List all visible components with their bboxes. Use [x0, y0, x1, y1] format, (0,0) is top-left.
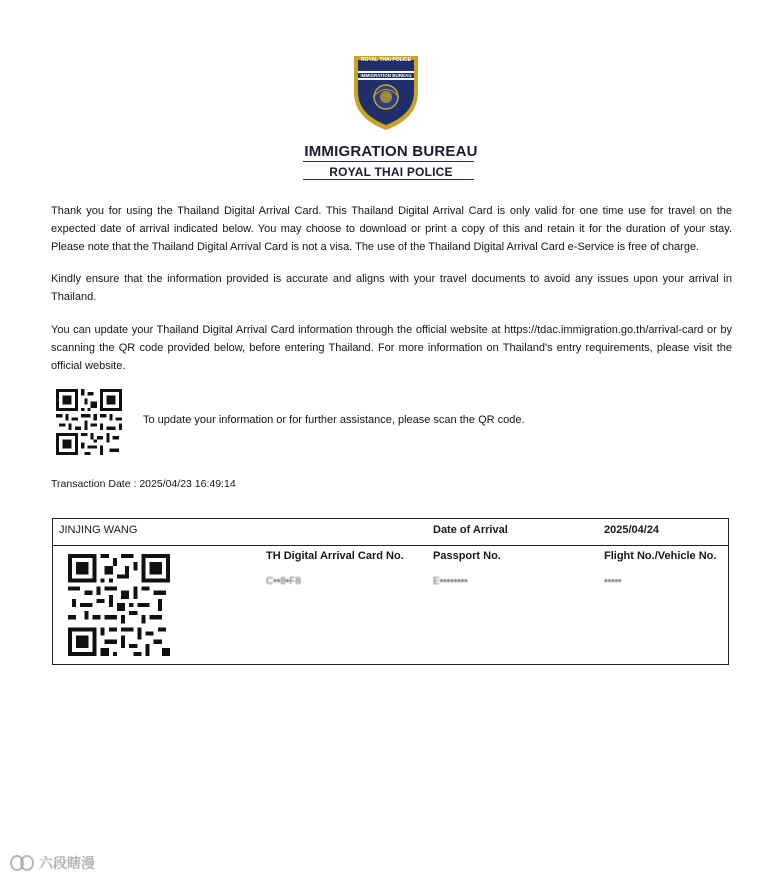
emblem-label-band: IMMIGRATION BUREAU	[360, 73, 412, 78]
arrival-card-qr-code-icon	[68, 554, 170, 656]
qr-instruction: To update your information or for further assistance, please scan the QR code.	[143, 414, 525, 426]
agency-title: IMMIGRATION BUREAU	[304, 143, 478, 160]
tdac-number-value: C••8•F8	[266, 576, 301, 587]
royal-thai-police-emblem-icon	[351, 52, 421, 132]
date-of-arrival-value: 2025/04/24	[604, 524, 660, 536]
traveler-name: JINJING WANG	[59, 524, 138, 536]
agency-divider-bottom	[303, 179, 474, 180]
intro-paragraph: Thank you for using the Thailand Digital Arrival Card. This Thailand Digital Arrival Card is only valid for one time use for travel on the expected date of arrival indicated below. You may choose to download or print a copy of this and retain it for the duration of your stay. Please note that the Thailand Digital Arrival Card is not a visa. The use of the Thailand Digital Arrival Card e-Service is free of charge.	[51, 205, 732, 253]
flight-number-label: Flight No./Vehicle No.	[604, 550, 717, 562]
date-of-arrival-label: Date of Arrival	[433, 524, 508, 536]
transaction-date: Transaction Date : 2025/04/23 16:49:14	[51, 478, 236, 490]
accuracy-paragraph: Kindly ensure that the information provided is accurate and aligns with your travel documents to avoid any issues upon your arrival in Thailand.	[51, 273, 732, 303]
agency-subtitle: ROYAL THAI POLICE	[329, 165, 453, 179]
update-paragraph: You can update your Thailand Digital Arrival Card information through the official website at https://tdac.immigration.go.th/arrival-card or by scanning the QR code provided below, before entering Thailand. For more information on Thailand's entry requirements, please visit the official website.	[51, 324, 732, 372]
agency-divider-top	[303, 161, 474, 162]
watermark-text: 六段瞎漫	[39, 855, 95, 871]
passport-number-label: Passport No.	[433, 550, 501, 562]
flight-number-value: •••••	[604, 576, 622, 587]
arrival-card-table	[52, 518, 729, 665]
update-qr-code-icon[interactable]	[56, 389, 122, 455]
passport-number-value: E••••••••	[433, 576, 468, 587]
tdac-number-label: TH Digital Arrival Card No.	[266, 550, 404, 562]
source-watermark	[9, 853, 95, 873]
table-header-divider	[53, 545, 728, 546]
watermark-logo-icon	[9, 854, 35, 872]
emblem-label-top: ROYAL THAI POLICE	[360, 57, 411, 63]
